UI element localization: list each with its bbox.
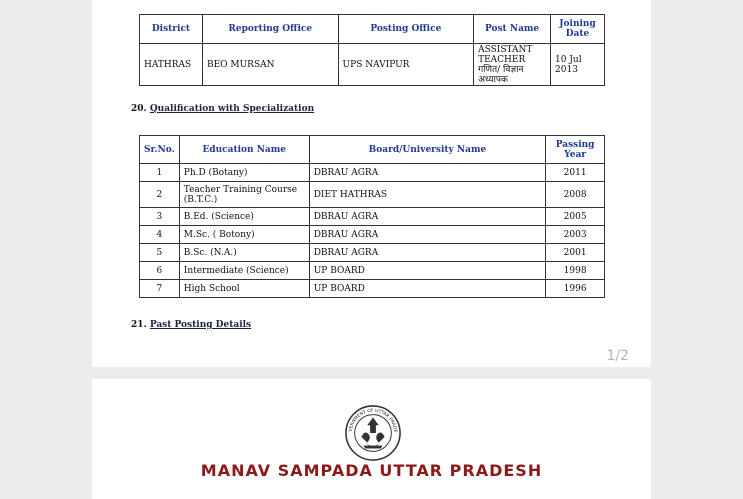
section-number: 20. — [131, 104, 147, 114]
cell-year: 2001 — [546, 244, 605, 262]
table-row — [140, 164, 605, 182]
cell-education: Ph.D (Botany) — [179, 164, 309, 182]
table-row — [140, 44, 605, 86]
cell-srno: 5 — [140, 244, 180, 262]
cell-posting-office: UPS NAVIPUR — [338, 44, 474, 86]
cell-education: M.Sc. ( Botony) — [179, 226, 309, 244]
header-reporting-office: Reporting Office — [202, 15, 338, 44]
education-table — [139, 135, 605, 298]
cell-board: UP BOARD — [309, 262, 546, 280]
cell-board: DBRAU AGRA — [309, 244, 546, 262]
document-page-1 — [92, 0, 651, 367]
header-srno: Sr.No. — [140, 136, 180, 164]
header-post-name: Post Name — [474, 15, 551, 44]
cell-joining-date: 10 Jul 2013 — [551, 44, 605, 86]
table-row — [140, 226, 605, 244]
table-row — [140, 262, 605, 280]
cell-district: HATHRAS — [140, 44, 203, 86]
table-row — [140, 280, 605, 298]
header-posting-office: Posting Office — [338, 15, 474, 44]
cell-srno: 2 — [140, 182, 180, 208]
cell-board: DBRAU AGRA — [309, 226, 546, 244]
table-header-row — [140, 136, 605, 164]
cell-education: High School — [179, 280, 309, 298]
header-education-name: Education Name — [179, 136, 309, 164]
cell-year: 1998 — [546, 262, 605, 280]
cell-education: Intermediate (Science) — [179, 262, 309, 280]
table-row — [140, 244, 605, 262]
header-board: Board/University Name — [309, 136, 546, 164]
posting-table — [139, 14, 605, 86]
cell-srno: 1 — [140, 164, 180, 182]
document-page-2 — [92, 379, 651, 499]
header-passing-year: Passing Year — [546, 136, 605, 164]
section-title: Qualification with Specialization — [149, 104, 315, 114]
seal-text: VERNMENT OF UTTAR PRADE — [348, 408, 398, 433]
cell-education: B.Sc. (N.A.) — [179, 244, 309, 262]
cell-education: B.Ed. (Science) — [179, 208, 309, 226]
section-title: Past Posting Details — [149, 320, 252, 330]
cell-board: DIET HATHRAS — [309, 182, 546, 208]
government-seal-icon — [344, 404, 402, 462]
cell-board: DBRAU AGRA — [309, 164, 546, 182]
cell-year: 2011 — [546, 164, 605, 182]
cell-year: 2005 — [546, 208, 605, 226]
cell-srno: 7 — [140, 280, 180, 298]
cell-year: 1996 — [546, 280, 605, 298]
cell-education: Teacher Training Course (B.T.C.) — [179, 182, 309, 208]
section-number: 21. — [131, 320, 147, 330]
page-heading: MANAV SAMPADA UTTAR PRADESH — [200, 461, 543, 480]
cell-srno: 6 — [140, 262, 180, 280]
cell-reporting-office: BEO MURSAN — [202, 44, 338, 86]
header-joining-date: Joining Date — [551, 15, 605, 44]
table-header-row — [140, 15, 605, 44]
header-district: District — [140, 15, 203, 44]
table-row — [140, 182, 605, 208]
table-row — [140, 208, 605, 226]
section-21-heading — [131, 320, 251, 330]
cell-year: 2008 — [546, 182, 605, 208]
cell-year: 2003 — [546, 226, 605, 244]
cell-srno: 3 — [140, 208, 180, 226]
cell-srno: 4 — [140, 226, 180, 244]
cell-post-name: ASSISTANT TEACHER गणित/ विज्ञान अध्यापक — [474, 44, 551, 86]
section-20-heading — [131, 104, 314, 114]
cell-board: UP BOARD — [309, 280, 546, 298]
page-indicator: 1/2 — [606, 348, 629, 364]
cell-board: DBRAU AGRA — [309, 208, 546, 226]
